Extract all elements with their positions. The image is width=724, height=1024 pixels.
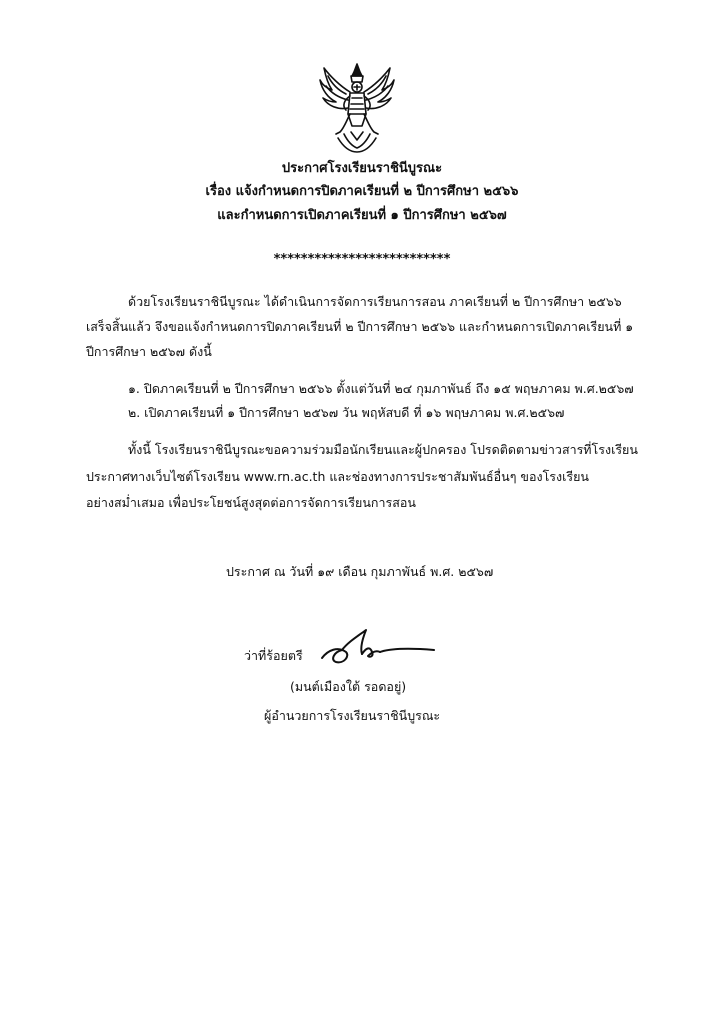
- signatory-name: (มนต์เมืองใต้ รอดอยู่): [290, 679, 407, 694]
- separator-line: **************************: [273, 252, 451, 267]
- announcement-date: ประกาศ ณ วันที่ ๑๙ เดือน กุมภาพันธ์ พ.ศ. ๒๕๖๗: [226, 564, 494, 579]
- announcement-title: ประกาศโรงเรียนราชินีบูรณะ: [281, 161, 443, 176]
- intro-paragraph-line3: ปีการศึกษา ๒๕๖๗ ดังนี้: [86, 344, 212, 359]
- intro-paragraph-line2: เสร็จสิ้นแล้ว จึงขอแจ้งกำหนดการปิดภาคเรียนที่ ๒ ปีการศึกษา ๒๕๖๖ และกำหนดการเปิดภาคเรียนที่ ๑: [86, 319, 634, 334]
- intro-paragraph-line1: ด้วยโรงเรียนราชินีบูรณะ ได้ดำเนินการจัดการเรียนการสอน ภาคเรียนที่ ๒ ปีการศึกษา ๒๕๖๖: [128, 294, 622, 309]
- list-item-close-term: ๑. ปิดภาคเรียนที่ ๒ ปีการศึกษา ๒๕๖๖ ตั้งแต่วันที่ ๒๔ กุมภาพันธ์ ถึง ๑๕ พฤษภาคม พ.ศ.๒๕๖๗: [128, 381, 634, 396]
- announcement-subject: เรื่อง แจ้งกำหนดการปิดภาคเรียนที่ ๒ ปีการศึกษา ๒๕๖๖: [205, 184, 519, 199]
- closing-paragraph-line3: อย่างสม่ำเสมอ เพื่อประโยชน์สูงสุดต่อการจัดการเรียนการสอน: [86, 495, 416, 510]
- closing-paragraph-line2: ประกาศทางเว็บไซต์โรงเรียน www.rn.ac.th และช่องทางการประชาสัมพันธ์อื่นๆ ของโรงเรียน: [86, 469, 589, 484]
- signatory-rank: ว่าที่ร้อยตรี: [244, 648, 303, 663]
- closing-paragraph-line1: ทั้งนี้ โรงเรียนราชินีบูรณะขอความร่วมมือนักเรียนและผู้ปกครอง โปรดติดตามข่าวสารที่โรงเรียน: [128, 442, 638, 457]
- handwritten-signature: [318, 622, 438, 670]
- signatory-position: ผู้อำนวยการโรงเรียนราชินีบูรณะ: [264, 708, 441, 723]
- announcement-subject-continued: และกำหนดการเปิดภาคเรียนที่ ๑ ปีการศึกษา ๒๕๖๗: [217, 208, 507, 223]
- list-item-open-term: ๒. เปิดภาคเรียนที่ ๑ ปีการศึกษา ๒๕๖๗ วัน พฤหัสบดี ที่ ๑๖ พฤษภาคม พ.ศ.๒๕๖๗: [128, 405, 565, 420]
- garuda-emblem-icon: [318, 62, 396, 154]
